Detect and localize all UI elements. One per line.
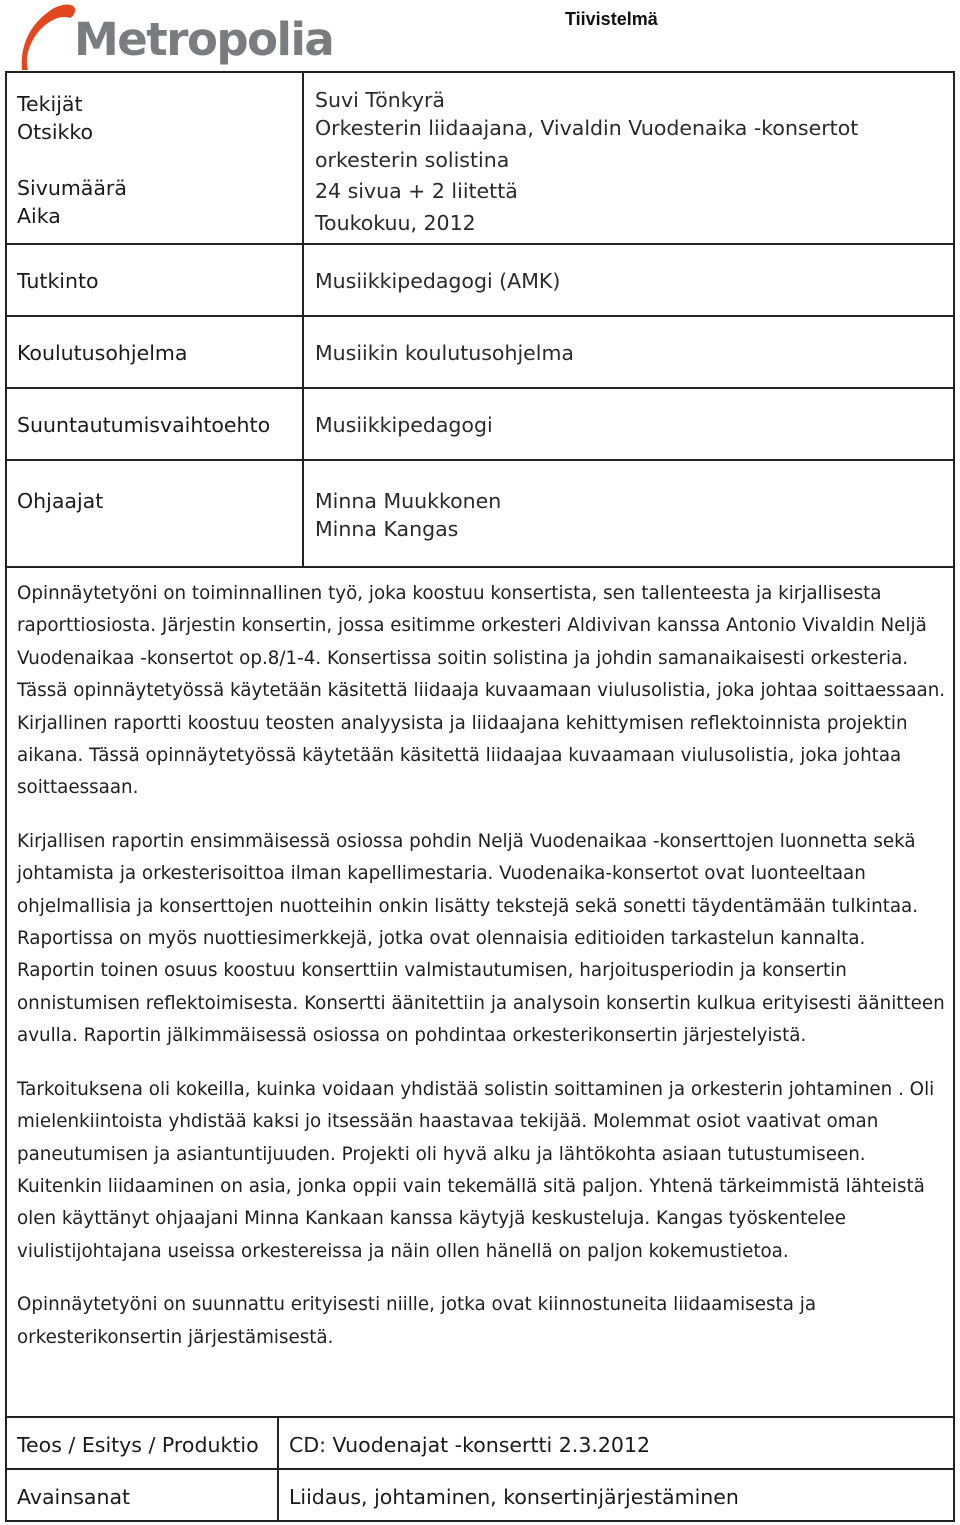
keywords-label: Avainsanat — [17, 1485, 131, 1509]
abstract-paragraph: Opinnäytetyöni on toiminnallinen työ, joka koostuu konsertista, sen tallenteesta ja kirjallisesta raporttiosiosta. Järjestin konsertin, jossa esitimme orkesteri Aldivivan kanssa Antonio Vivaldin Neljä Vuodenaikaa -konsertot op.8/1-4. Konsertissa soitin solistina ja johdin samanaikaisesti orkesteria. Tässä opinnäytetyössä käytetään käsitettä liidaaja kuvaamaan viulusolistia, joka johtaa soittaessaan. Kirjallinen raportti koostuu teosten analyysista ja liidaajana kehittymisen reflektoinnista projektin aikana. Tässä opinnäytetyössä käytetään käsitettä liidaajaa kuvaamaan viulusolistia, joka johtaa soittaessaan. — [17, 583, 946, 799]
table-row-divider — [5, 566, 955, 568]
table-row-divider — [5, 243, 955, 245]
table-row-divider — [5, 459, 955, 461]
supervisor-2-value: Minna Kangas — [315, 517, 459, 541]
table-column-divider — [302, 71, 304, 567]
supervisors-label: Ohjaajat — [17, 489, 104, 513]
programme-value: Musiikin koulutusohjelma — [315, 341, 574, 365]
specialisation-value: Musiikkipedagogi — [315, 413, 493, 437]
keywords-value: Liidaus, johtaminen, konsertinjärjestäminen — [289, 1485, 739, 1509]
table-row-divider — [5, 315, 955, 317]
logo-text: Metropolia — [74, 13, 334, 66]
author-value: Suvi Tönkyrä — [315, 88, 445, 112]
degree-label: Tutkinto — [17, 269, 99, 293]
table-row-divider — [5, 1416, 955, 1418]
metropolia-logo — [14, 4, 334, 74]
programme-label: Koulutusohjelma — [17, 341, 188, 365]
abstract-paragraph: Kirjallisen raportin ensimmäisessä osiossa pohdin Neljä Vuodenaikaa -konserttojen luonnetta sekä johtamista ja orkesterisoittoa ilman kapellimestaria. Vuodenaika-konsertot ovat luonteeltaan ohjelmallisia ja konserttojen nuotteihin onkin lisätty tekstejä sekä sonetti täydentämään tulkintaa. Raportissa on myös nuottiesimerkkejä, jotka ovat olennaisia editioiden tarkastelun kannalta. Raportin toinen osuus koostuu konserttiin valmistautumisen, harjoitusperiodin ja konsertin onnistumisen reflektoimisesta. Konsertti äänitettiin ja analysoin konsertin kulkua erityisesti äänitteen avulla. Raportin jälkimmäisessä osiossa on pohdintaa orkesterikonsertin järjestelyistä. — [17, 830, 945, 1047]
abstract-paragraph: Tarkoituksena oli kokeilla, kuinka voidaan yhdistää solistin soittaminen ja orkesterin johtaminen . Oli mielenkiintoista yhdistää kaksi jo itsessään haastavaa tekijää. Molemmat osiot vaativat oman paneutumisen ja asiantuntijuuden. Projekti oli hyvä alku ja lähtökohta asiaan tutustumiseen. Kuitenkin liidaaminen on asia, jonka oppii vain tekemällä sitä paljon. Yhtenä tärkeimmistä lähteistä olen käyttänyt ohjaajani Minna Kankaan kanssa käytyjä keskusteluja. Kangas työskentelee viulistijohtajana useissa orkestereissa ja näin ollen hänellä on paljon kokemustietoa. — [17, 1078, 935, 1262]
title-value: Orkesterin liidaajana, Vivaldin Vuodenaika -konsertot orkesterin solistina — [315, 116, 859, 172]
degree-value: Musiikkipedagogi (AMK) — [315, 269, 561, 293]
pages-label: Sivumäärä — [17, 176, 127, 200]
document-type-heading: Tiivistelmä — [565, 9, 658, 29]
abstract-body — [17, 578, 947, 1375]
abstract-paragraph: Opinnäytetyöni on suunnattu erityisesti niille, jotka ovat kiinnostuneita liidaamisesta ja orkesterikonsertin järjestämisestä. — [17, 1294, 817, 1348]
author-label: Tekijät — [17, 92, 83, 116]
date-value: Toukokuu, 2012 — [315, 211, 476, 235]
table-row-divider — [5, 387, 955, 389]
specialisation-label: Suuntautumisvaihtoehto — [17, 413, 271, 437]
supervisor-1-value: Minna Muukkonen — [315, 489, 502, 513]
table-row-divider — [5, 1468, 955, 1470]
table-column-divider — [277, 1416, 279, 1522]
date-label: Aika — [17, 204, 61, 228]
work-label: Teos / Esitys / Produktio — [17, 1433, 259, 1457]
work-value: CD: Vuodenajat -konsertti 2.3.2012 — [289, 1433, 651, 1457]
title-label: Otsikko — [17, 120, 94, 144]
pages-value: 24 sivua + 2 liitettä — [315, 179, 518, 203]
